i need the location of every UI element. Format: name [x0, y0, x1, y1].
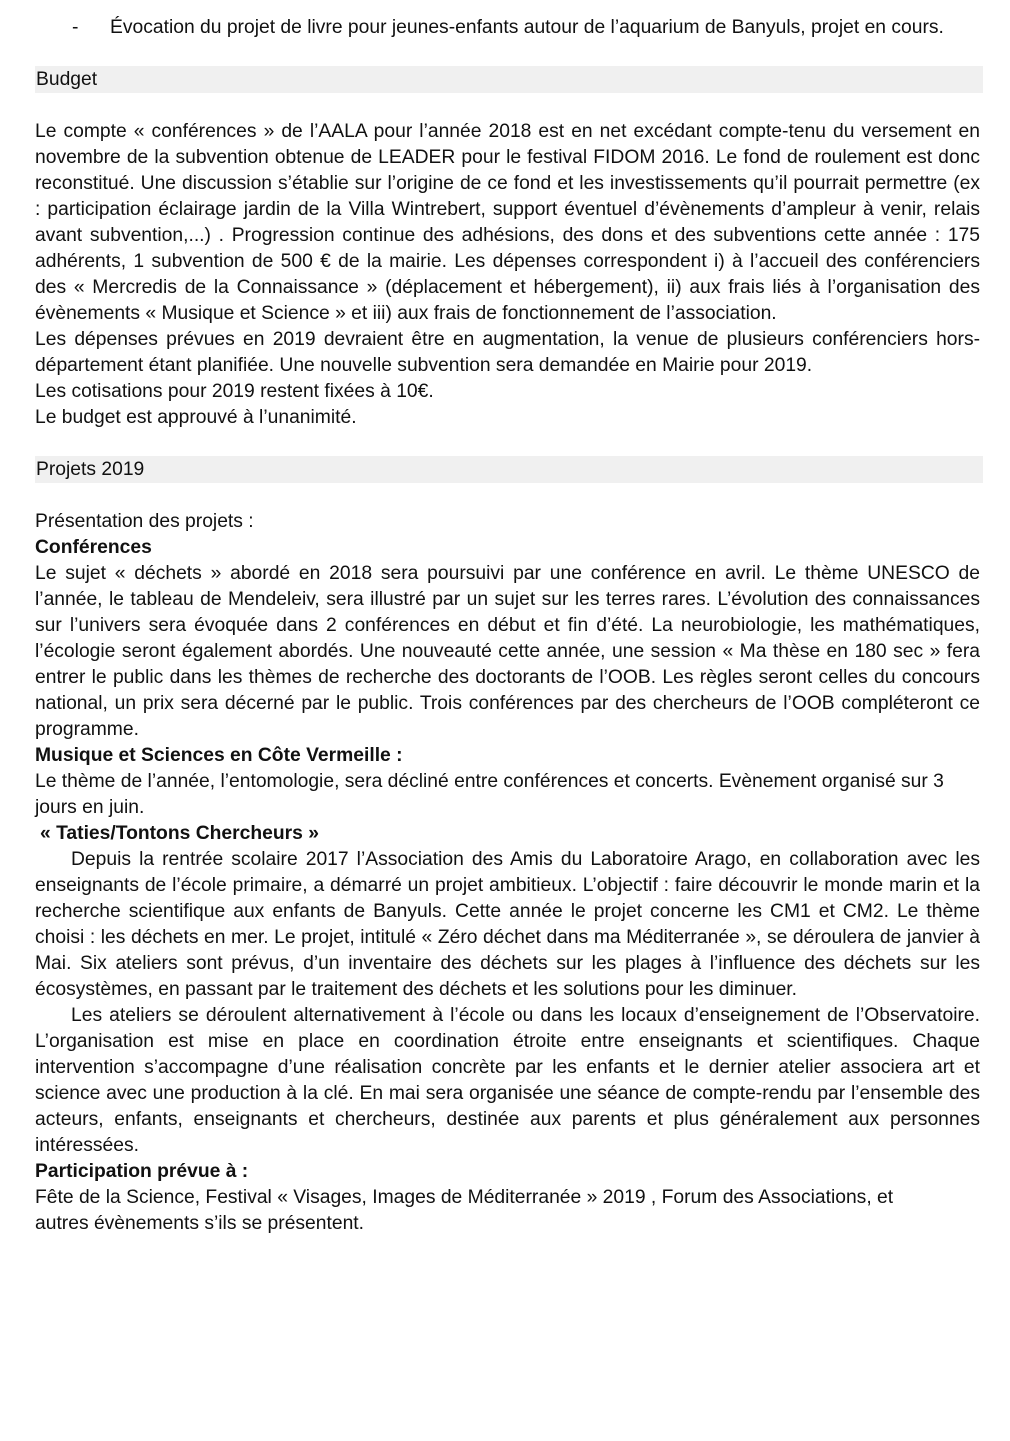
taties-paragraph-1: Depuis la rentrée scolaire 2017 l’Association des Amis du Laboratoire Arago, en collaboration avec les enseignants de l’école primaire, a démarré un projet ambitieux. L’objectif : faire découvrir le monde marin et la recherche scientifique aux enfants de Banyuls. Cette année le projet concerne les CM1 et CM2. Le thème choisi : les déchets en mer. Le projet, intitulé « Zéro déchet dans ma Méditerranée », se déroulera de janvier à Mai. Six ateliers sont prévus, d’un inventaire des déchets sur les plages à l’influence des déchets sur les écosystèmes, en passant par le traitement des déchets et les solutions pour les diminuer. [35, 849, 980, 1000]
taties-title: « Taties/Tontons Chercheurs » [40, 823, 319, 844]
bullet-text: Évocation du projet de livre pour jeunes-enfants autour de l’aquarium de Banyuls, projet en cours. [110, 17, 944, 38]
musique-title: Musique et Sciences en Côte Vermeille : [35, 745, 403, 766]
section-heading-budget: Budget [35, 66, 983, 93]
budget-paragraph-4: Le budget est approuvé à l’unanimité. [35, 407, 357, 428]
bullet-item [35, 15, 980, 41]
section-heading-projets: Projets 2019 [35, 456, 983, 483]
taties-paragraph-2: Les ateliers se déroulent alternativement à l’école ou dans les locaux d’enseignement de l’Observatoire. L’organisation est mise en place en coordination étroite entre enseignants et scientifiques. Chaque intervention s’accompagne d’une réalisation concrète par les enfants et le dernier atelier associera art et science avec une production à la clé. En mai sera organisée une séance de compte-rendu par l’ensemble des acteurs, enfants, enseignants et chercheurs, destinée aux parents et plus généralement aux personnes intéressées. [35, 1005, 980, 1156]
projets-intro: Présentation des projets : [35, 511, 254, 532]
participation-title: Participation prévue à : [35, 1161, 249, 1182]
conferences-title: Conférences [35, 537, 152, 558]
musique-text: Le thème de l’année, l’entomologie, sera décliné entre conférences et concerts. Evènement organisé sur 3 jours en juin. [35, 771, 944, 818]
conferences-text: Le sujet « déchets » abordé en 2018 sera poursuivi par une conférence en avril. Le thème UNESCO de l’année, le tableau de Mendeleiv, sera illustré par un sujet sur les terres rares. L’évolution des connaissances sur l’univers sera évoquée dans 2 conférences en début et fin d’été. La neurobiologie, les mathématiques, l’écologie seront également abordés. Une nouveauté cette année, une session « Ma thèse en 180 sec » fera entrer le public dans les thèmes de recherche des doctorants de l’OOB. Les règles seront celles du concours national, un prix sera décerné par le public. Trois conférences par des chercheurs de l’OOB compléteront ce programme. [35, 563, 980, 740]
budget-paragraph-1: Le compte « conférences » de l’AALA pour l’année 2018 est en net excédant compte-tenu du versement en novembre de la subvention obtenue de LEADER pour le festival FIDOM 2016. Le fond de roulement est donc reconstitué. Une discussion s’établie sur l’origine de ce fond et les investissements qu’il pourrait permettre (ex : participation éclairage jardin de la Villa Wintrebert, support éventuel d’évènements d’ampleur à venir, relais avant subvention,...) . Progression continue des adhésions, des dons et des subventions cette année : 175 adhérents, 1 subvention de 500 € de la mairie. Les dépenses correspondent i) à l’accueil des conférenciers des « Mercredis de la Connaissance » (déplacement et hébergement), ii) aux frais liés à l’organisation des évènements « Musique et Science » et iii) aux frais de fonctionnement de l’association. [35, 121, 980, 324]
budget-paragraph-2: Les dépenses prévues en 2019 devraient être en augmentation, la venue de plusieurs conférenciers hors-département étant planifiée. Une nouvelle subvention sera demandée en Mairie pour 2019. [35, 329, 980, 376]
document-page [35, 15, 980, 1237]
bullet-dash: - [72, 17, 79, 38]
budget-paragraph-3: Les cotisations pour 2019 restent fixées à 10€. [35, 381, 434, 402]
participation-text: Fête de la Science, Festival « Visages, Images de Méditerranée » 2019 , Forum des Associations, et autres évènements s’ils se présentent. [35, 1187, 894, 1234]
